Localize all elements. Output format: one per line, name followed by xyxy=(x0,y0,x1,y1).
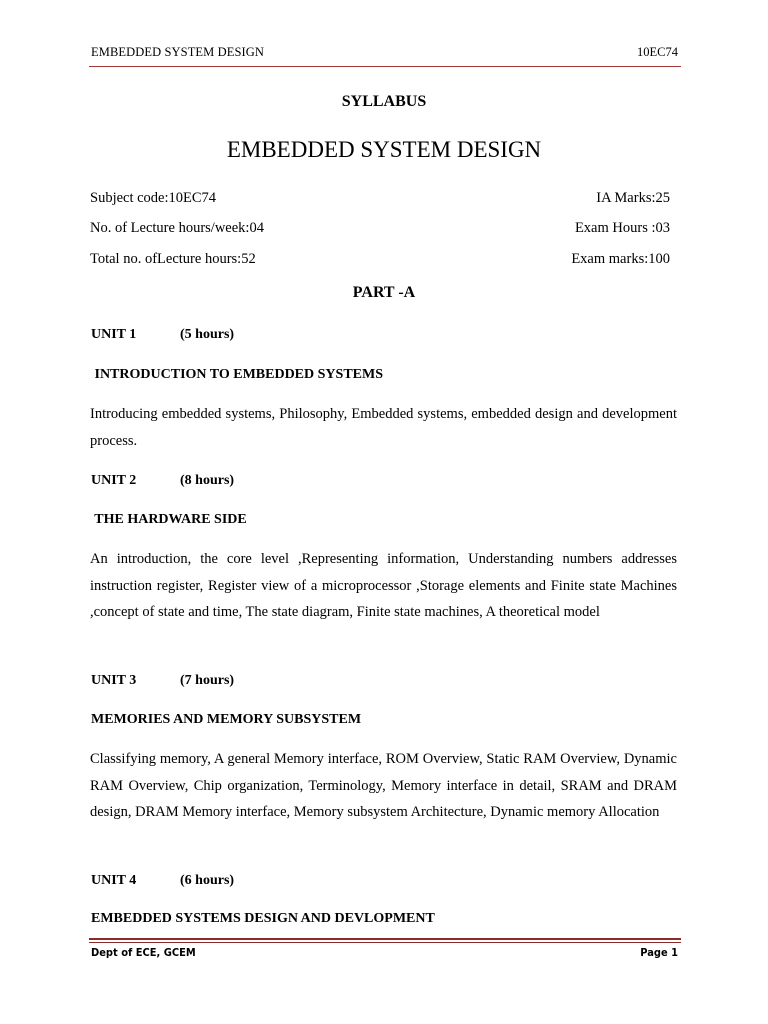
lecture-hours-week: No. of Lecture hours/week:04 xyxy=(90,220,264,236)
total-lecture-hours: Total no. ofLecture hours:52 xyxy=(90,251,256,267)
footer-rule xyxy=(89,938,681,940)
unit-label: UNIT 1 xyxy=(91,327,137,342)
unit-row xyxy=(91,873,235,889)
unit-hours: (6 hours) xyxy=(180,873,235,888)
part-label: PART -A xyxy=(352,284,416,301)
unit-heading: THE HARDWARE SIDE xyxy=(91,512,247,527)
unit-heading: INTRODUCTION TO EMBEDDED SYSTEMS xyxy=(91,367,383,382)
footer-page-number: Page 1 xyxy=(640,946,678,959)
subject-title: EMBEDDED SYSTEM DESIGN xyxy=(226,137,542,162)
exam-marks: Exam marks:100 xyxy=(571,251,670,267)
running-header-title: EMBEDDED SYSTEM DESIGN xyxy=(91,45,265,59)
unit-label: UNIT 2 xyxy=(91,473,137,488)
unit-label: UNIT 4 xyxy=(91,873,137,888)
unit-heading: EMBEDDED SYSTEMS DESIGN AND DEVLOPMENT xyxy=(91,911,435,926)
running-header-code: 10EC74 xyxy=(637,45,678,59)
unit-description: An introduction, the core level ,Representing information, Understanding numbers addresses instruction register, Register view of a microprocessor ,Storage elements and Finite state Machines ,concept of state and time, The state diagram, Finite state machines, A theoretical model xyxy=(90,551,677,620)
unit-label: UNIT 3 xyxy=(91,673,137,688)
exam-hours: Exam Hours :03 xyxy=(574,220,670,236)
unit-row xyxy=(91,673,235,689)
header-rule xyxy=(89,66,681,67)
syllabus-heading: SYLLABUS xyxy=(341,93,427,110)
subject-code: Subject code:10EC74 xyxy=(90,190,217,206)
footer-department: Dept of ECE, GCEM xyxy=(91,946,196,959)
unit-hours: (5 hours) xyxy=(180,327,235,342)
ia-marks: IA Marks:25 xyxy=(596,190,670,206)
unit-hours: (8 hours) xyxy=(180,473,235,488)
unit-description: Classifying memory, A general Memory interface, ROM Overview, Static RAM Overview, Dynamic RAM Overview, Chip organization, Terminology, Memory interface in detail, SRAM and DRAM design, DRAM Memory interface, Memory subsystem Architecture, Dynamic memory Allocation xyxy=(90,751,677,820)
unit-row xyxy=(91,327,235,343)
unit-description: Introducing embedded systems, Philosophy, Embedded systems, embedded design and development process. xyxy=(90,406,677,449)
unit-hours: (7 hours) xyxy=(180,673,235,688)
unit-row xyxy=(91,473,235,489)
unit-heading: MEMORIES AND MEMORY SUBSYSTEM xyxy=(91,712,362,727)
footer-rule xyxy=(89,942,681,943)
